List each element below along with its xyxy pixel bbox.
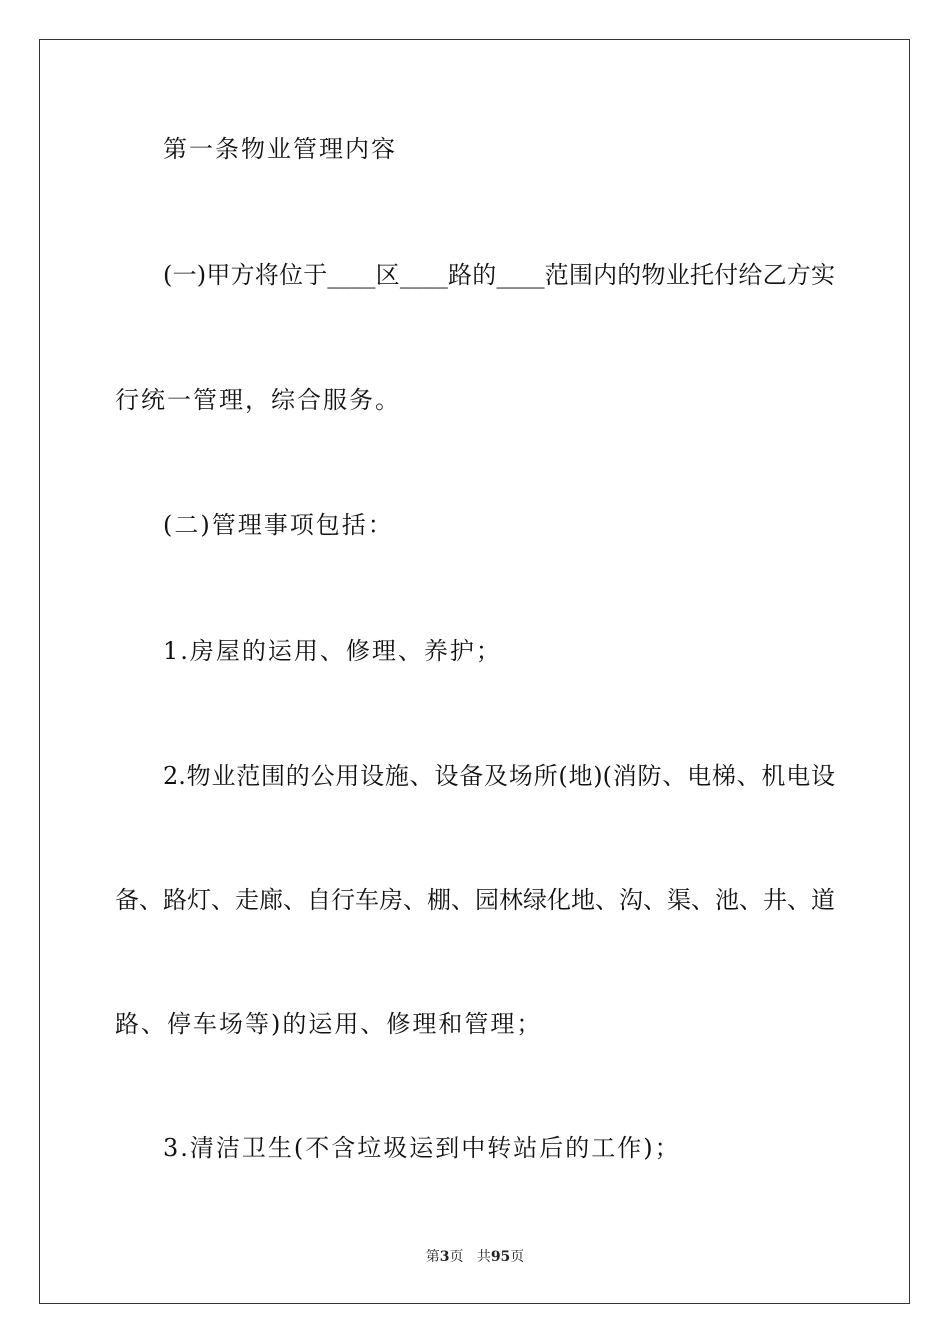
- paragraph-line-5: 2.物业范围的公用设施、设备及场所(地)(消防、电梯、机电设: [163, 762, 835, 790]
- article-heading: 第一条物业管理内容: [163, 135, 397, 163]
- paragraph-line-8: 3.清洁卫生(不含垃圾运到中转站后的工作)；: [163, 1134, 681, 1162]
- footer-total-pages: 95: [490, 1249, 511, 1265]
- footer-page-suffix: 页: [449, 1249, 464, 1265]
- paragraph-line-7: 路、停车场等)的运用、修理和管理；: [115, 1010, 543, 1038]
- paragraph-line-6: 备、路灯、走廊、自行车房、棚、园林绿化地、沟、渠、池、井、道: [115, 886, 835, 914]
- footer-page-prefix: 第: [425, 1249, 440, 1265]
- paragraph-line-3: (二)管理事项包括：: [163, 511, 394, 539]
- footer-total-prefix: 共: [476, 1249, 491, 1265]
- paragraph-line-2: 行统一管理，综合服务。: [115, 386, 401, 414]
- page-border: [39, 39, 910, 1304]
- paragraph-line-1: (一)甲方将位于____区____路的____范围内的物业托付给乙方实: [163, 261, 835, 289]
- footer-page-number: 3: [439, 1249, 450, 1265]
- page-footer: [0, 1248, 950, 1266]
- footer-total-suffix: 页: [510, 1249, 525, 1265]
- paragraph-line-4: 1.房屋的运用、修理、养护；: [163, 637, 502, 665]
